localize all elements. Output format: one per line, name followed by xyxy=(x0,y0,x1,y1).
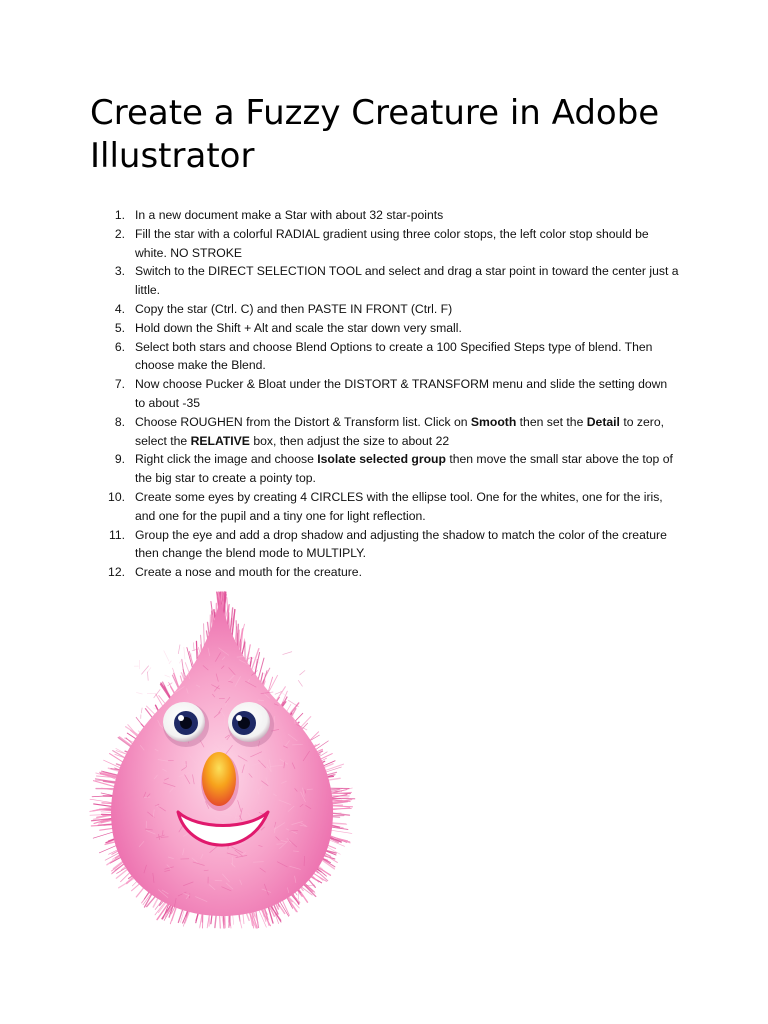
step-text-run: to zero, select the xyxy=(135,414,664,448)
step-text xyxy=(135,563,680,582)
list-item xyxy=(90,262,680,300)
step-number: 11. xyxy=(108,527,125,542)
step-text-run: then move the small star above the top of the big star to create a pointy top. xyxy=(135,452,673,486)
list-item xyxy=(90,450,680,488)
step-number: 3. xyxy=(114,264,125,279)
step-text xyxy=(135,300,680,319)
list-item xyxy=(90,338,680,376)
step-text-run: In a new document make a Star with about 32 star-points xyxy=(135,208,444,222)
step-number: 6. xyxy=(114,339,125,354)
step-text-run: Now choose Pucker & Bloat under the DISTORT & TRANSFORM menu and slide the setting down to about -35 xyxy=(135,377,668,410)
step-text-run: box, then adjust the size to about 22 xyxy=(249,433,450,448)
list-item xyxy=(90,563,680,582)
list-item xyxy=(90,206,680,225)
step-text xyxy=(135,206,680,225)
step-text xyxy=(135,225,680,263)
fuzzy-creature-illustration xyxy=(88,590,358,930)
step-text xyxy=(135,488,680,526)
step-number: 9. xyxy=(114,452,125,467)
step-text-run: Fill the star with a colorful RADIAL gradient using three color stops, the left color stop should be white. NO STROKE xyxy=(135,226,649,260)
step-text-run: Choose ROUGHEN from the Distort & Transform list. Click on xyxy=(135,414,471,429)
step-number: 10. xyxy=(108,489,125,504)
list-item xyxy=(90,300,680,319)
step-text-run: Create a nose and mouth for the creature. xyxy=(135,565,362,580)
step-number: 7. xyxy=(114,377,125,392)
instruction-list xyxy=(90,206,680,582)
list-item xyxy=(90,488,680,526)
list-item xyxy=(90,526,680,564)
step-text-bold: Isolate selected group xyxy=(317,452,446,467)
step-text-run: Group the eye and add a drop shadow and adjusting the shadow to match the color of the creature then change the blend mode to MULTIPLY. xyxy=(135,527,667,561)
step-text-run: Select both stars and choose Blend Options to create a 100 Specified Steps type of blend. Then choose make the Blend. xyxy=(135,339,653,373)
step-text-run: Copy the star (Ctrl. C) and then PASTE IN FRONT (Ctrl. F) xyxy=(135,301,453,316)
step-number: 4. xyxy=(114,301,125,316)
step-number: 12. xyxy=(108,565,125,580)
step-text-bold: RELATIVE xyxy=(190,433,250,448)
step-number: 1. xyxy=(114,208,125,222)
step-number: 2. xyxy=(114,226,125,241)
step-text-run: then set the xyxy=(516,414,587,429)
list-item xyxy=(90,375,680,413)
step-number: 5. xyxy=(114,320,125,335)
step-text-bold: Smooth xyxy=(470,414,517,429)
page-title: Create a Fuzzy Creature in Adobe Illustrator xyxy=(90,93,660,176)
step-text xyxy=(135,413,680,451)
step-text-run: Create some eyes by creating 4 CIRCLES with the ellipse tool. One for the whites, one for the iris, and one for the pupil and a tiny one for light reflection. xyxy=(135,489,663,523)
step-text xyxy=(135,526,680,564)
step-number: 8. xyxy=(114,414,125,429)
step-text-bold: Detail xyxy=(586,414,620,429)
step-text-run: Hold down the Shift + Alt and scale the star down very small. xyxy=(135,320,462,335)
list-item xyxy=(90,319,680,338)
step-text-run: Switch to the DIRECT SELECTION TOOL and select and drag a star point in toward the center just a little. xyxy=(135,264,679,298)
step-text xyxy=(135,375,680,413)
list-item xyxy=(90,413,680,451)
step-text xyxy=(135,450,680,488)
step-text xyxy=(135,319,680,338)
step-text xyxy=(135,262,680,300)
step-text-run: Right click the image and choose xyxy=(135,452,318,467)
list-item xyxy=(90,225,680,263)
step-text xyxy=(135,338,680,376)
